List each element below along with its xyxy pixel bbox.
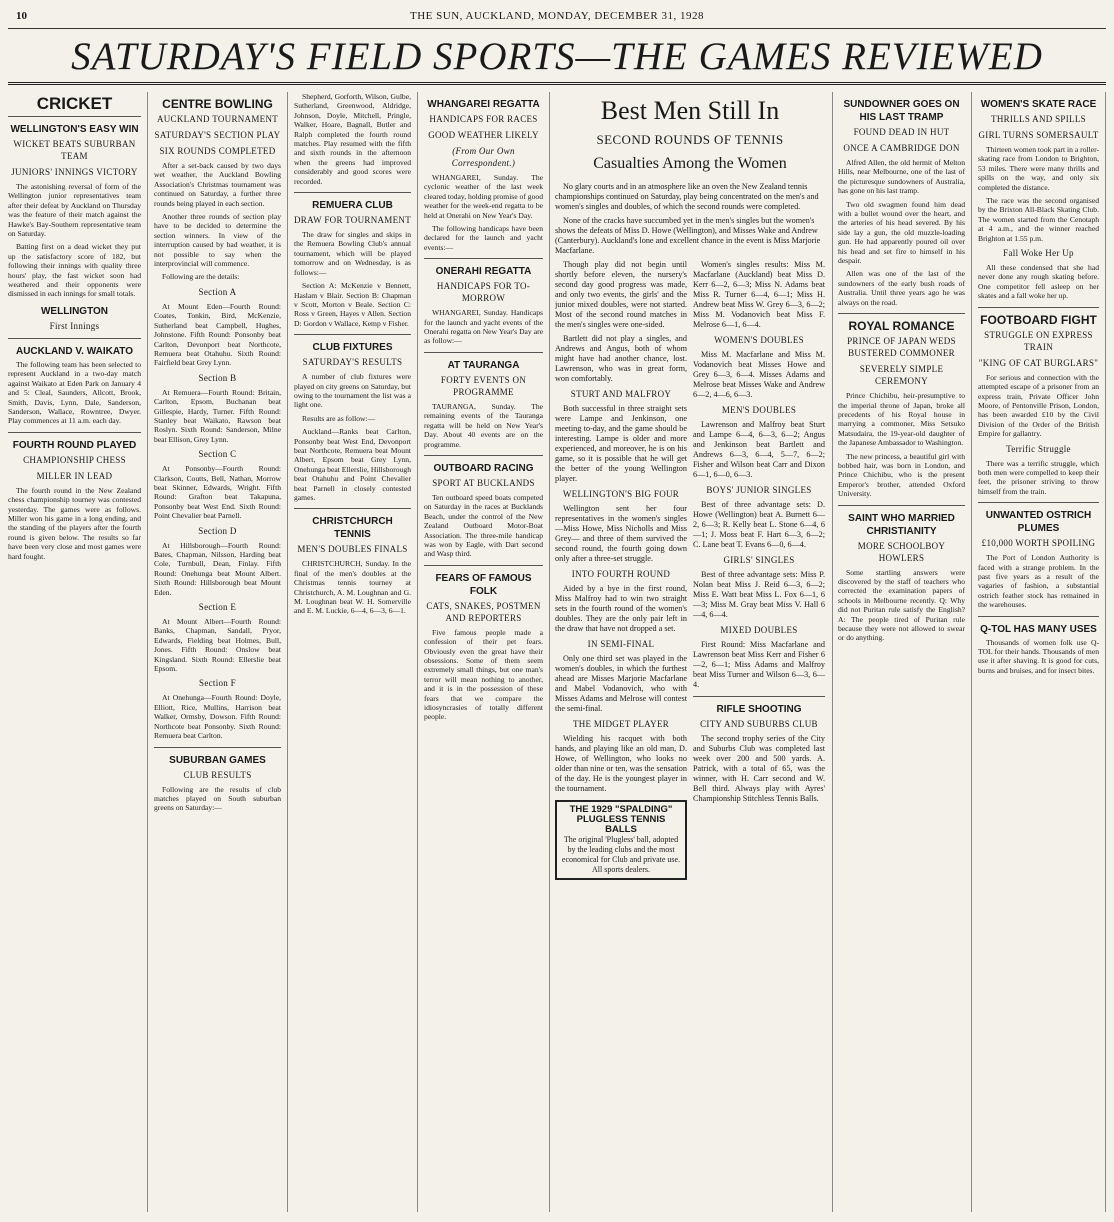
- subheadline: SPORT AT BUCKLANDS: [432, 477, 535, 488]
- subheadline: CHAMPIONSHIP CHESS: [23, 454, 126, 465]
- subheadline: GIRL TURNS SOMERSAULT: [978, 130, 1099, 140]
- headline: ROYAL ROMANCE: [848, 319, 955, 334]
- headline: SUBURBAN GAMES: [169, 754, 266, 766]
- article-paragraph: First Round: Miss Macfarlane and Lawrenson beat Miss Kerr and Fisher 6—2, 6—1; Miss Adams and Malfroy beat Miss Turner and Wilson 6—3, 6—4.: [693, 640, 825, 689]
- headline: UNWANTED OSTRICH PLUMES: [985, 510, 1092, 535]
- divider: [8, 432, 141, 433]
- article-paragraph: Prince Chichibu, heir-presumptive to the imperial throne of Japan, broke all precedents of his Royal house in marrying a commoner, Miss Setsuko Matsudaira, the 19-year-old daughter of the Japanese Ambassador to Washington.: [838, 391, 965, 448]
- subheadline: MIXED DOUBLES: [720, 625, 798, 635]
- article-paragraph: Best of three advantage sets: D. Howe (Wellington) beat A. Burnett 6—2, 6—3; R. Kelly beat L. Stone 6—4, 6—1; J. Moss beat F. Hart 6—3, 6—2; C. Lane beat T. Evans 6—0, 6—4.: [693, 500, 825, 549]
- feature-subheadline: SECOND ROUNDS OF TENNIS: [596, 132, 784, 147]
- divider: [424, 258, 543, 259]
- subheadline: MORE SCHOOLBOY HOWLERS: [857, 540, 946, 563]
- subheadline: IN SEMI-FINAL: [587, 639, 655, 649]
- subheadline: HANDICAPS FOR RACES: [429, 114, 538, 124]
- headline: REMUERA CLUB: [312, 200, 393, 212]
- article-paragraph: Another three rounds of section play have to be decided to determine the section winners. In view of the interruption caused by bad weather, it is not possible to say when the interprovincial will commence.: [154, 212, 281, 269]
- article-paragraph: Following are the results of club matches played on South suburban greens on Saturday:—: [154, 784, 281, 813]
- article-paragraph: Best of three advantage sets: Miss P. Nolan beat Miss J. Reid 6—3, 6—2; Miss E. Watt beat Miss L. Fox 6—1, 6—3; Miss M. Gray beat Miss V. Hall 6—4, 6—4.: [693, 570, 825, 619]
- headline: WHANGAREI REGATTA: [427, 99, 540, 110]
- article-paragraph: Some startling answers were discovered by the staff of teachers who corrected the examination papers of schools in Melbourne recently. Q: Why did not Puritan rule satisfy the English? A: The people tired of Puritan rule because they were not allowed to swear or do anything.: [838, 567, 965, 643]
- headline: CHRISTCHURCH TENNIS: [312, 516, 393, 541]
- article-paragraph: At Remuera—Fourth Round: Britain, Carlton, Epsom, Buchanan beat Gillespie, Hardy, Turner. Fifth Round: Stanley beat Waikato, Rawson beat Roslyn. Sixth Round: Sanderson, Milne beat Ellison, Grey Lynn.: [154, 387, 281, 444]
- feature-subheadline: Casualties Among the Women: [593, 155, 787, 172]
- divider: [294, 508, 411, 509]
- divider: [424, 565, 543, 566]
- page-number: 10: [16, 10, 27, 22]
- subheadline: SEVERELY SIMPLE CEREMONY: [859, 364, 944, 387]
- subheadline: CITY AND SUBURBS CLUB: [700, 719, 818, 729]
- column-clubs: [294, 92, 418, 1212]
- column-general-news: [832, 92, 972, 1212]
- divider: [838, 505, 965, 506]
- subheadline: WOMEN'S DOUBLES: [714, 335, 804, 345]
- subheadline: WICKET BEATS SUBURBAN TEAM: [13, 139, 136, 161]
- headline: FOOTBOARD FIGHT: [980, 312, 1097, 327]
- subheadline: Terrific Struggle: [1006, 443, 1071, 454]
- subheadline: INTO FOURTH ROUND: [571, 569, 671, 579]
- article-paragraph: None of the cracks have succumbed yet in the men's singles but the women's shows the defeats of Miss D. Howe (Wellington), and Misses Wake and Andrew (Canterbury). Auckland's lone and excellent chance in the event is Miss Marjorie Macfarlane.: [555, 216, 821, 255]
- section-title: CRICKET: [8, 94, 141, 117]
- subheadline: STURT AND MALFROY: [570, 389, 672, 399]
- subheadline: CLUB RESULTS: [183, 769, 252, 780]
- divider: [693, 696, 825, 697]
- article-paragraph: Only one third set was played in the women's doubles, in which the furthest ahead are Misses Marjorie Macfarlane and Mabel Vodanovich, who with Misses Adams and Melrose will contest the semi-final.: [555, 654, 687, 713]
- article-paragraph: Thirteen women took part in a roller-skating race from London to Brighton, 53 miles. There were many thrills and spills on the way, and only six completed the distance.: [978, 145, 1099, 192]
- subheadline: JUNIORS' INNINGS VICTORY: [11, 167, 138, 177]
- feature-columns: [555, 260, 825, 880]
- subheadline: MEN'S DOUBLES FINALS: [297, 544, 408, 555]
- article-paragraph: Section A: McKenzie v Bennett, Haslam v Blair. Section B: Chapman v Scott, Morton v Beale. Section C: Ross v Green, Hayes v Allen. Section D: Gordon v Wallace, Kemp v Fisher.: [294, 281, 411, 328]
- article-paragraph: Lawrenson and Malfroy beat Sturt and Lampe 6—4, 6—3, 6—2; Angus and Jenkinson beat Bartlett and Andrews 6—3, 6—4, 5—7, 6—2; Fisher and Wilson beat Carr and Dixon 6—1, 6—0, 6—3.: [693, 420, 825, 479]
- article-paragraph: Batting first on a dead wicket they put up the satisfactory score of 182, but following their innings with quality three hours' play, the fast wicket soon had weathered and their opponents were dismissed in each innings for small totals.: [8, 242, 141, 299]
- scorecard-subtitle: First Innings: [49, 320, 100, 331]
- headline: CENTRE BOWLING: [162, 97, 273, 111]
- feature-column-right: [693, 260, 825, 880]
- divider: [154, 747, 281, 748]
- subheadline: THE MIDGET PLAYER: [572, 719, 670, 729]
- headline: SAINT WHO MARRIED CHRISTIANITY: [848, 512, 955, 537]
- subheadline: AUCKLAND TOURNAMENT: [156, 114, 279, 124]
- article-paragraph: The Port of London Authority is faced with a strange problem. In the past five years as a result of the vagaries of fashion, a substantial ostrich feather stock has remained in the warehouses.: [978, 553, 1099, 610]
- article-paragraph: Wielding his racquet with both hands, and playing like an old man, D. Howe, of Wellington, who looks no older than nine or ten, was the sensation of the day. He is the youngest player in the tournament.: [555, 734, 687, 793]
- column-bowling: [154, 92, 288, 1212]
- article-paragraph: At Mount Albert—Fourth Round: Banks, Chapman, Sandall, Pryor, Edwards, Fielding beat Holmes, Bull, Jones. Fifth Round: Onslow beat Kingsland. Sixth Round: Ellerslie beat Epsom.: [154, 617, 281, 674]
- article-paragraph: The following team has been selected to represent Auckland in a two-day match against Waikato at Eden Park on January 4 and 5: Cleal, Saunders, Allcott, Brook, Smith, Davis, Lynn, Dale, Sanderson, Sanderson, Wallace, Rowntree, Dwyer. Play commences at 11 a.m. each day.: [8, 359, 141, 426]
- article-paragraph: Women's singles results: Miss M. Macfarlane (Auckland) beat Miss D. Kerr 6—2, 6—3; Miss N. Adams beat Miss R. Turner 6—4, 6—1; Miss H. Andrew beat Miss W. Grey 6—3, 6—2; Miss M. Vodanovich beat Miss F. Melrose 6—1, 6—4.: [693, 260, 825, 329]
- subheadline: MILLER IN LEAD: [36, 470, 113, 481]
- article-paragraph: At Onehunga—Fourth Round: Doyle, Elliott, Rice, Mullins, Harrison beat Walker, Ormsby, Dowson. Fifth Round: Northcote beat Ponsonby. Sixth Round: Remuera beat Carlton.: [154, 693, 281, 741]
- advert-title: THE 1929 "SPALDING" PLUGLESS TENNIS BALLS: [569, 804, 673, 835]
- headline: SUNDOWNER GOES ON HIS LAST TRAMP: [843, 99, 960, 123]
- article-paragraph: Wellington sent her four representatives in the women's singles—Miss Howe, Miss Nicholls and Miss Grey— and three of them survived the second round, the fourth going down only after a three-set struggle.: [555, 504, 687, 563]
- article-paragraph: Two old swagmen found him dead with a bullet wound over the heart, and the arteries of his head severed. By his side lay a gun, the old muzzle-loading gun. He had apparently poured oil over his head and set fire to himself in his despair.: [838, 199, 965, 266]
- subheadline: GIRLS' SINGLES: [723, 555, 795, 565]
- article-paragraph: Aided by a bye in the first round, Miss Malfroy had to win two straight sets in the fourth round of the women's doubles. They are the only pair left in the draw that have not dropped a set.: [555, 584, 687, 633]
- article-paragraph: Miss M. Macfarlane and Miss M. Vodanovich beat Misses Howe and Grey 6—3, 6—4. Misses Adams and Melrose beat Misses Wake and Andrew 6—2, 4—6, 6—3.: [693, 350, 825, 399]
- subheadline: GOOD WEATHER LIKELY: [428, 130, 539, 140]
- column-regatta: [424, 92, 550, 1212]
- paper-dateline: THE SUN, AUCKLAND, MONDAY, DECEMBER 31, 1928: [410, 10, 704, 22]
- headline: WELLINGTON'S EASY WIN: [10, 124, 139, 135]
- section-label: Section C: [198, 449, 237, 460]
- subheadline: PRINCE OF JAPAN WEDS BUSTERED COMMONER: [847, 336, 956, 359]
- article-paragraph: Alfred Allen, the old hermit of Melton Hills, near Melbourne, one of the last of the picturesque sundowners of Australia, has gone on his last tramp.: [838, 158, 965, 196]
- headline: FOURTH ROUND PLAYED: [12, 439, 137, 451]
- headline: RIFLE SHOOTING: [716, 704, 802, 715]
- subheadline: FORTY EVENTS ON PROGRAMME: [440, 374, 527, 397]
- advert-body: The original 'Plugless' ball, adopted by the leading clubs and the most economical for Club and private use. All sports dealers.: [561, 835, 681, 874]
- article-paragraph: At Mount Eden—Fourth Round: Coates, Tonkin, Bird, McKenzie, Sutherland beat Campbell, Hughes, Johnstone. Fifth Round: Ponsonby beat Carlton, Devonport beat Northcote, Remuera beat Otahuhu. Sixth Round: Fairfield beat Grey Lynn.: [154, 301, 281, 368]
- article-paragraph: The astonishing reversal of form of the Wellington junior representatives team after their defeat by Auckland on Thursday was the feature of their match against the Hawke's Bay-Southern representative team on Saturday.: [8, 182, 141, 239]
- headline: WOMEN'S SKATE RACE: [980, 99, 1097, 110]
- headline: FEARS OF FAMOUS FOLK: [435, 572, 532, 597]
- article-paragraph: At Ponsonby—Fourth Round: Clarkson, Coutts, Bell, Nathan, Morrow beat Skinner, Edwards, Wright. Fifth Round: Grafton beat Takapuna, Ponsonby beat West End. Sixth Round: Point Chevalier beat Parnell.: [154, 464, 281, 521]
- feature-column-left: [555, 260, 687, 880]
- divider: [8, 338, 141, 339]
- subheadline: Fall Woke Her Up: [1003, 248, 1074, 259]
- section-label: Section D: [198, 525, 237, 536]
- divider: [294, 192, 411, 193]
- divider: [294, 334, 411, 335]
- subheadline: THRILLS AND SPILLS: [991, 114, 1086, 124]
- article-paragraph: Five famous people made a confession of their pet fears. Obviously even the great have their obsessions. Some of them seem extremely small things, but one man's terror will mean nothing to another, and it is in the possession of these fears that we compare the idiosyncrasies of totally different people.: [424, 627, 543, 722]
- article-paragraph: The second trophy series of the City and Suburbs Club was completed last week over 200 and 500 yards. A. Patrick, with a total of 65, was the winner, with H. Carr second and W. Bell third. Always play with Ayres' Championship Stitchless Tennis Balls.: [693, 734, 825, 803]
- headline: CLUB FIXTURES: [312, 342, 393, 354]
- article-paragraph: All these condensed that she had never done any rough skating before. One competitor fell asleep on her skates and a fall woke her up.: [978, 263, 1099, 301]
- subheadline: CATS, SNAKES, POSTMEN AND REPORTERS: [426, 600, 541, 623]
- subheadline: SATURDAY'S SECTION PLAY: [154, 130, 281, 140]
- article-paragraph: The fourth round in the New Zealand chess championship tourney was contested yesterday. The games were as follows. Miller won his game in a long ending, and the standing of the players after the fourth round is given below. The results so far have been very close and most games were hard fought.: [8, 485, 141, 561]
- column-cricket: [8, 92, 148, 1212]
- subheadline: BOYS' JUNIOR SINGLES: [706, 485, 812, 495]
- article-paragraph: There was a terrific struggle, which both men were compelled to keep their feet, the prisoner striving to throw himself from the train.: [978, 458, 1099, 496]
- subheadline: ONCE A CAMBRIDGE DON: [843, 143, 960, 153]
- article-paragraph: Though play did not begin until shortly before eleven, the nursery's second day good progress was made, and only two events, the girls' and the junior mixed doubles, were not started. Most of the second round matches in the men's singles were one-sided.: [555, 260, 687, 329]
- headline: AT TAURANGA: [447, 359, 520, 371]
- article-paragraph: For serious and connection with the attempted escape of a prisoner from an express train, Private Officer John Moore, of Pentonville Prison, London, has been awarded £10 by the Civil Division of the Order of the British Empire for gallantry.: [978, 372, 1099, 439]
- divider: [978, 616, 1099, 617]
- article-paragraph: Bartlett did not play a singles, and Andrews and Angus, both of whom might have had another chance, lost. Lawrenson, who was in great form, won comfortably.: [555, 334, 687, 383]
- article-paragraph: Both successful in three straight sets were Lampe and Jenkinson, one meeting to-day, and the game should be interesting. Lampe is older and more experienced, and moreover, he is on his game, so it is possible that he will get the better of the young Wellington player.: [555, 404, 687, 483]
- subheadline: FOUND DEAD IN HUT: [853, 127, 950, 137]
- divider: [978, 502, 1099, 503]
- section-label: Section E: [198, 602, 237, 613]
- scorecard-title: WELLINGTON: [40, 305, 109, 317]
- article-paragraph: A number of club fixtures were played on city greens on Saturday, but owing to the tournament the list was a light one.: [294, 372, 411, 410]
- article-paragraph: Following are the details:: [162, 272, 240, 282]
- divider: [978, 307, 1099, 308]
- subheadline: "KING OF CAT BURGLARS": [978, 357, 1099, 368]
- subheadline: SIX ROUNDS COMPLETED: [159, 146, 276, 156]
- feature-tennis: [555, 92, 825, 1212]
- masthead: [8, 8, 1106, 29]
- subheadline: HANDICAPS FOR TO-MORROW: [436, 281, 531, 304]
- article-paragraph: The new princess, a beautiful girl with bobbed hair, was born in London, and Prince Chichibu, who is the present Emperor's brother, attended Oxford University.: [838, 451, 965, 499]
- dateline: (From Our Own Correspondent.): [451, 146, 516, 168]
- article-paragraph: The draw for singles and skips in the Remuera Bowling Club's annual tournament, which will be played tomorrow and on Wednesday, is as follows:—: [294, 230, 411, 277]
- article-paragraph: The race was the second organised by the Brixton All-Black Skating Club. The women started from the Cenotaph at 4 a.m., and the winner reached Brighton at 1.55 p.m.: [978, 196, 1099, 243]
- article-paragraph: TAURANGA, Sunday. The remaining events of the Tauranga regatta will be held on New Year's Day. About 40 events are on the programme.: [424, 401, 543, 449]
- subheadline: SATURDAY'S RESULTS: [302, 357, 403, 368]
- article-paragraph: WHANGAREI, Sunday. Handicaps for the launch and yacht events of the Onerahi regatta on New Year's Day are as follow:—: [424, 308, 543, 346]
- subheadline: MEN'S DOUBLES: [721, 405, 797, 415]
- section-label: Section B: [198, 372, 237, 383]
- subheadline: STRUGGLE ON EXPRESS TRAIN: [984, 329, 1093, 352]
- feature-headline: Best Men Still In: [600, 96, 780, 125]
- headline: OUTBOARD RACING: [433, 462, 534, 474]
- headline: ONERAHI REGATTA: [435, 266, 532, 278]
- subheadline: WELLINGTON'S BIG FOUR: [562, 489, 680, 499]
- headline: AUCKLAND V. WAIKATO: [15, 345, 134, 357]
- spalding-advert: [555, 800, 687, 880]
- headline: Q-TOL HAS MANY USES: [980, 623, 1097, 635]
- article-paragraph: WHANGAREI, Sunday. The cyclonic weather of the last week cleared today, holding promise of good weather for the week-end regatta to be held at Onerahi on New Year's Day.: [424, 173, 543, 220]
- feature-body: [555, 182, 825, 256]
- divider: [424, 352, 543, 353]
- subheadline: DRAW FOR TOURNAMENT: [294, 215, 411, 226]
- article-paragraph: Ten outboard speed boats competed on Saturday in the races at Bucklands Beach, under the control of the New Zealand Outboard Motor-Boat Association. The three-mile handicap was won by Eagle, with Dart second and Wasp third.: [424, 492, 543, 559]
- article-paragraph: Allen was one of the last of the sundowners of the early bush roads of Australia. Until three years ago he was always on the road.: [838, 269, 965, 307]
- article-paragraph: CHRISTCHURCH, Sunday. In the final of the men's doubles at the Christmas tennis tourney at Christchurch, A. M. Loughnan and G. M. Loughnan beat W. H. Somerville and E. M. Luckie, 6—4, 6—3, 6—1.: [294, 559, 411, 616]
- page-banner: SATURDAY'S FIELD SPORTS—THE GAMES REVIEWED: [8, 32, 1106, 85]
- article-paragraph: Shepherd, Gorforth, Wilson, Gulbe, Sutherland, Greenwood, Aldridge, Johnson, Doyle, Mitchell, Pringle, Walker, Hoare, Bagnall, Butler and Ralph completed the fourth round matches. Play resumed with the fifth and sixth rounds in the afternoon when the greens had improved considerably and good scores were recorded.: [294, 92, 411, 186]
- article-paragraph: After a set-back caused by two days wet weather, the Auckland Bowling Association's Christmas tournament was continued on Saturday, a further three rounds being played in each section.: [154, 161, 281, 208]
- subheadline: £10,000 WORTH SPOILING: [981, 538, 1096, 549]
- article-paragraph: Results are as follow:—: [302, 413, 376, 423]
- column-oddities: [978, 92, 1106, 1212]
- article-paragraph: Thousands of women folk use Q-TOL for their hands. Thousands of men use it after shaving. It is good for cuts, burns and bruises, and for insect bites.: [978, 637, 1099, 675]
- article-paragraph: At Hillsborough—Fourth Round: Bates, Chapman, Nilsson, Harding beat Cole, Turnbull, Dean, Finlay. Fifth Round: Onehunga beat Mount Albert. Sixth Round: Hillsborough beat Mount Eden.: [154, 540, 281, 597]
- divider: [838, 313, 965, 314]
- section-label: Section F: [199, 678, 236, 689]
- article-paragraph: The following handicaps have been declared for the launch and yacht events:—: [424, 224, 543, 252]
- article-paragraph: Auckland—Ranks beat Carlton, Ponsonby beat West End, Devonport beat Northcote, Remuera beat Mount Albert, Epsom beat Grey Lynn, Onehunga beat Ellerslie, Hillsborough beat Otahuhu and Point Chevalier beat Parnell in closely contested games.: [294, 427, 411, 502]
- section-label: Section A: [198, 286, 237, 297]
- divider: [424, 455, 543, 456]
- article-paragraph: No glary courts and in an atmosphere like an oven the New Zealand tennis championships continued on Saturday, play being concentrated on the men's and women's singles and doubles, of which the second rounds were completed.: [555, 182, 819, 211]
